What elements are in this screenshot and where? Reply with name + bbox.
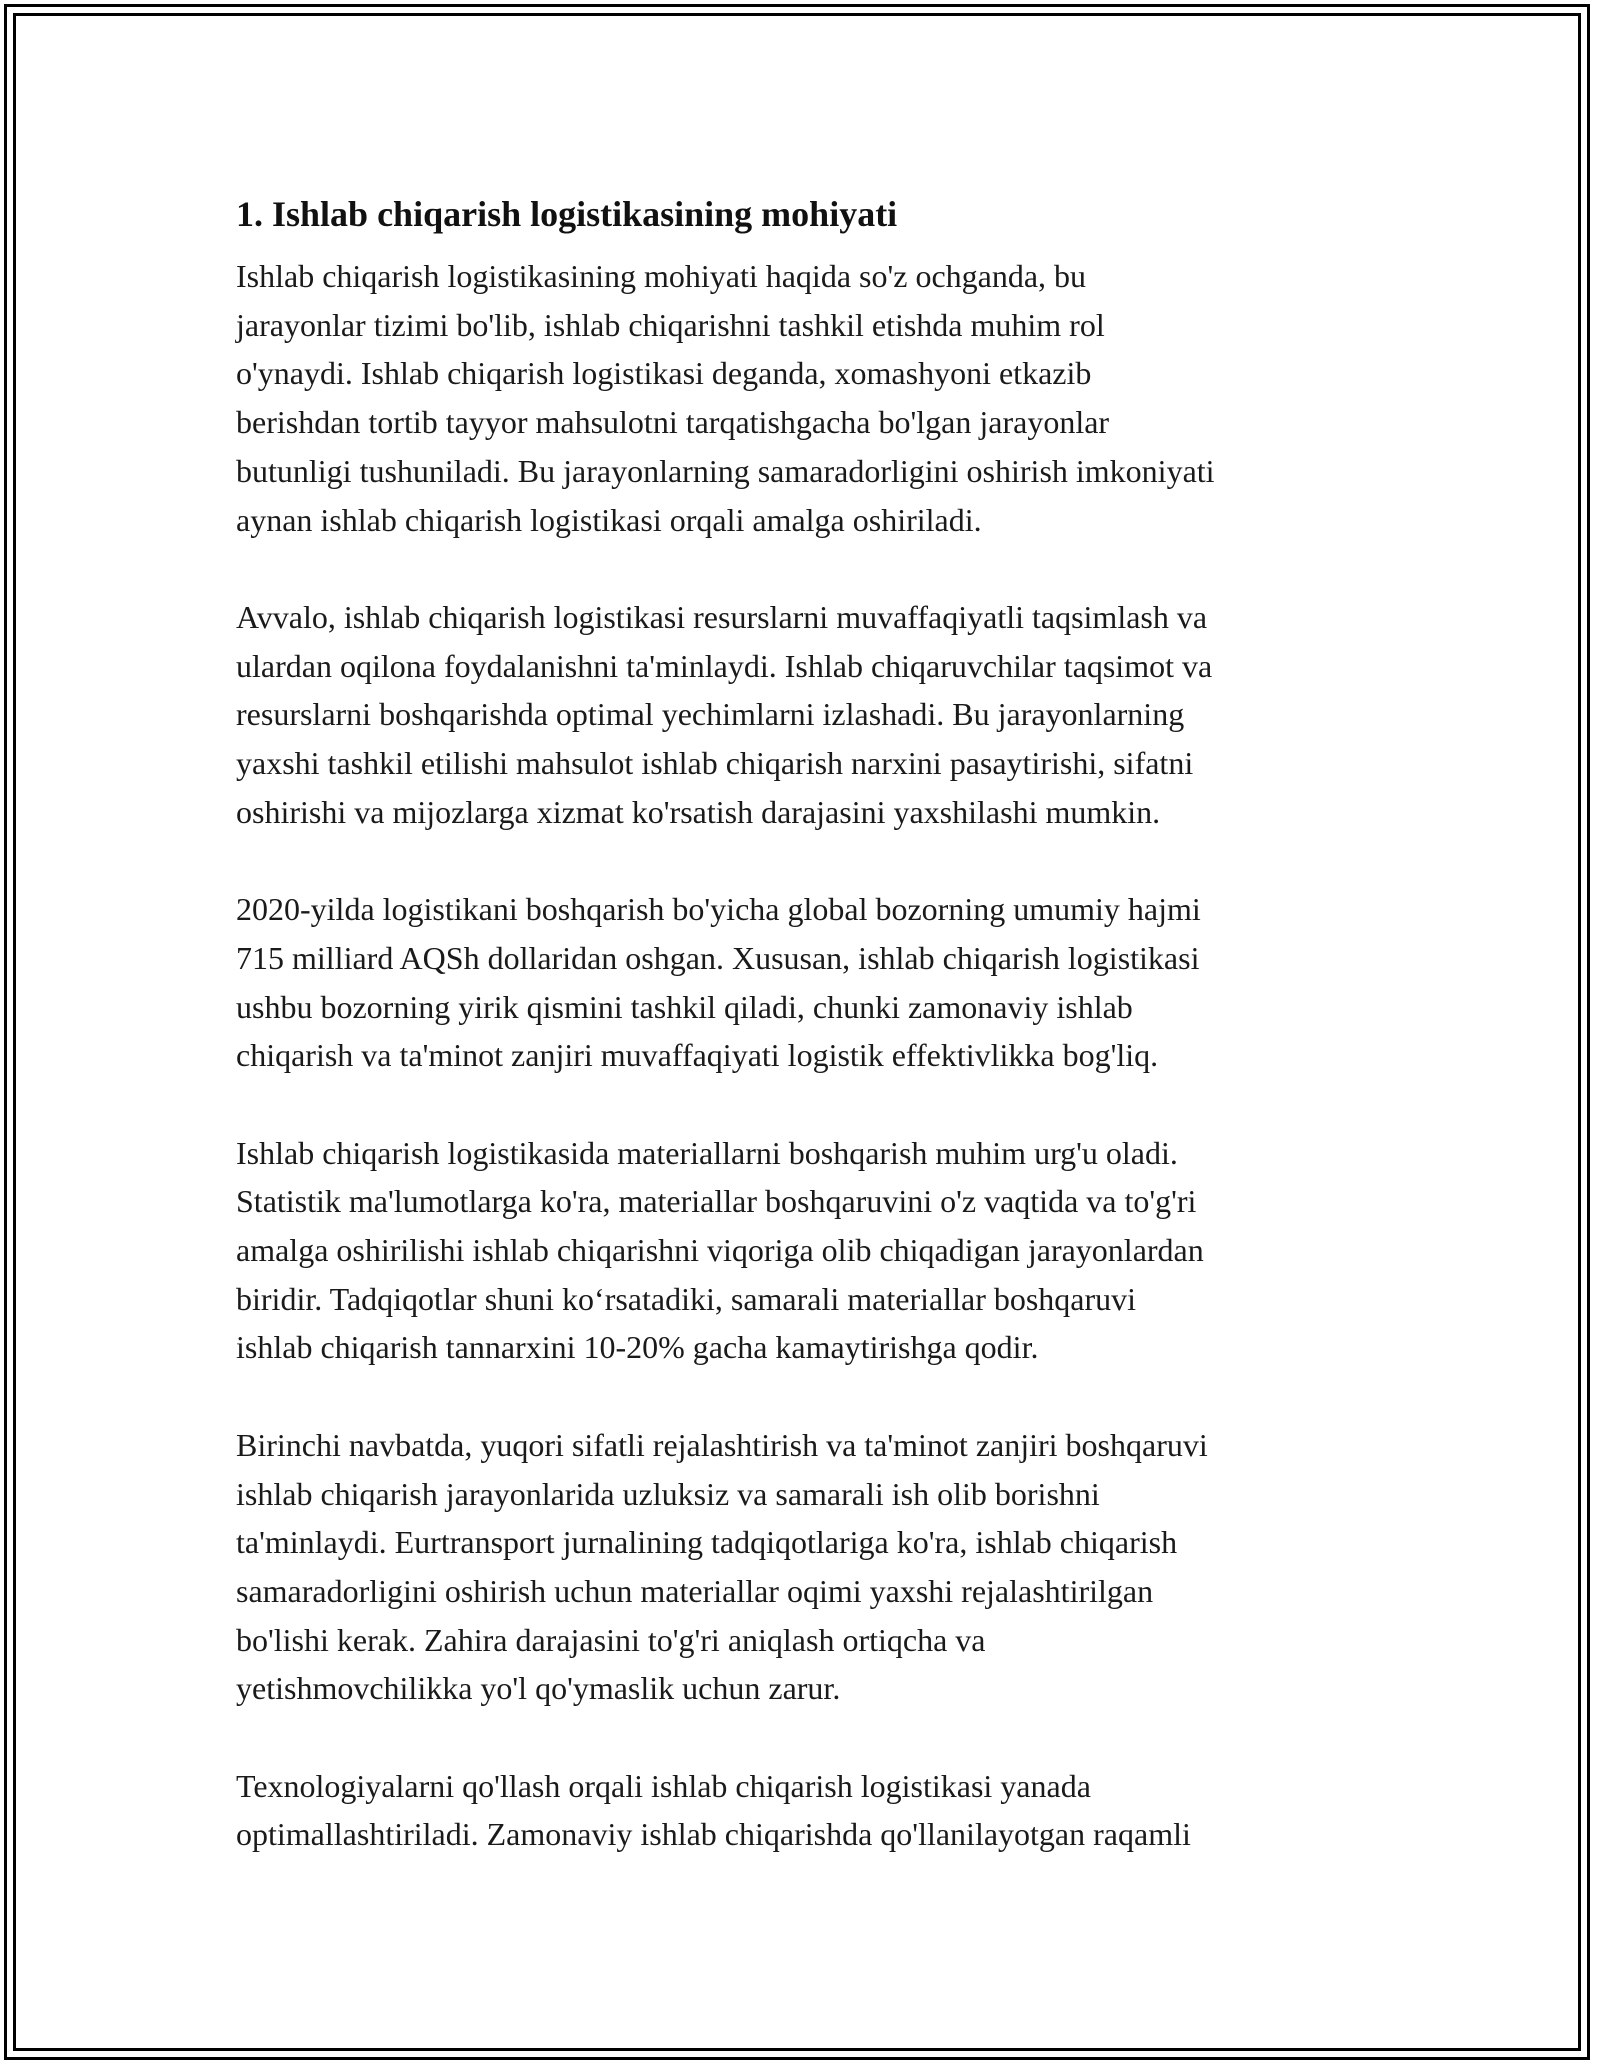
- paragraph-list: [236, 252, 1366, 1859]
- text-line: optimallashtiriladi. Zamonaviy ishlab chiqarishda qo'llanilayotgan raqamli: [236, 1816, 1191, 1853]
- text-line: Ishlab chiqarish logistikasida materiallarni boshqarish muhim urg'u oladi.: [236, 1134, 1178, 1171]
- text-line: chiqarish va ta'minot zanjiri muvaffaqiyati logistik effektivlikka bog'liq.: [236, 1037, 1159, 1074]
- text-line: berishdan tortib tayyor mahsulotni tarqatishgacha bo'lgan jarayonlar: [236, 404, 1110, 441]
- text-line: 715 milliard AQSh dollaridan oshgan. Xususan, ishlab chiqarish logistikasi: [236, 939, 1200, 976]
- text-line: amalga oshirilishi ishlab chiqarishni viqoriga olib chiqadigan jarayonlardan: [236, 1232, 1204, 1269]
- paragraph: [236, 1762, 1366, 1859]
- text-line: resurslarni boshqarishda optimal yechimlarni izlashadi. Bu jarayonlarning: [236, 696, 1185, 733]
- text-line: Texnologiyalarni qo'llash orqali ishlab chiqarish logistikasi yanada: [236, 1767, 1091, 1804]
- document-body: [236, 186, 1366, 1908]
- paragraph: [236, 1129, 1366, 1373]
- paragraph: [236, 1421, 1366, 1713]
- text-line: jarayonlar tizimi bo'lib, ishlab chiqarishni tashkil etishda muhim rol: [236, 306, 1105, 343]
- paragraph: [236, 252, 1366, 544]
- text-line: ishlab chiqarish tannarxini 10-20% gacha kamaytirishga qodir.: [236, 1329, 1039, 1366]
- text-line: ushbu bozorning yirik qismini tashkil qiladi, chunki zamonaviy ishlab: [236, 988, 1133, 1025]
- text-line: yaxshi tashkil etilishi mahsulot ishlab chiqarish narxini pasaytirishi, sifatni: [236, 745, 1194, 782]
- text-line: ulardan oqilona foydalanishni ta'minlaydi. Ishlab chiqaruvchilar taqsimot va: [236, 647, 1213, 684]
- paragraph: [236, 593, 1366, 837]
- text-line: oshirishi va mijozlarga xizmat ko'rsatish darajasini yaxshilashi mumkin.: [236, 793, 1161, 830]
- text-line: ta'minlaydi. Eurtransport jurnalining tadqiqotlariga ko'ra, ishlab chiqarish: [236, 1524, 1178, 1561]
- text-line: Ishlab chiqarish logistikasining mohiyati haqida so'z ochganda, bu: [236, 258, 1087, 294]
- text-line: Avvalo, ishlab chiqarish logistikasi resurslarni muvaffaqiyatli taqsimlash va: [236, 598, 1208, 635]
- text-line: ishlab chiqarish jarayonlarida uzluksiz va samarali ish olib borishni: [236, 1475, 1100, 1512]
- paragraph: [236, 885, 1366, 1080]
- text-line: Birinchi navbatda, yuqori sifatli rejalashtirish va ta'minot zanjiri boshqaruvi: [236, 1426, 1208, 1463]
- text-line: butunligi tushuniladi. Bu jarayonlarning samaradorligini oshirish imkoniyati: [236, 452, 1215, 489]
- text-line: Statistik ma'lumotlarga ko'ra, materiallar boshqaruvini o'z vaqtida va to'g'ri: [236, 1183, 1197, 1220]
- text-line: biridir. Tadqiqotlar shuni ko‘rsatadiki, samarali materiallar boshqaruvi: [236, 1280, 1137, 1317]
- text-line: bo'lishi kerak. Zahira darajasini to'g'ri aniqlash ortiqcha va: [236, 1621, 986, 1658]
- text-line: yetishmovchilikka yo'l qo'ymaslik uchun zarur.: [236, 1670, 841, 1707]
- text-line: aynan ishlab chiqarish logistikasi orqali amalga oshiriladi.: [236, 501, 982, 538]
- text-line: o'ynaydi. Ishlab chiqarish logistikasi deganda, xomashyoni etkazib: [236, 355, 1092, 392]
- text-line: samaradorligini oshirish uchun materiallar oqimi yaxshi rejalashtirilgan: [236, 1572, 1154, 1609]
- document-title: 1. Ishlab chiqarish logistikasining mohiyati: [236, 194, 898, 234]
- text-line: 2020-yilda logistikani boshqarish bo'yicha global bozorning umumiy hajmi: [236, 891, 1201, 928]
